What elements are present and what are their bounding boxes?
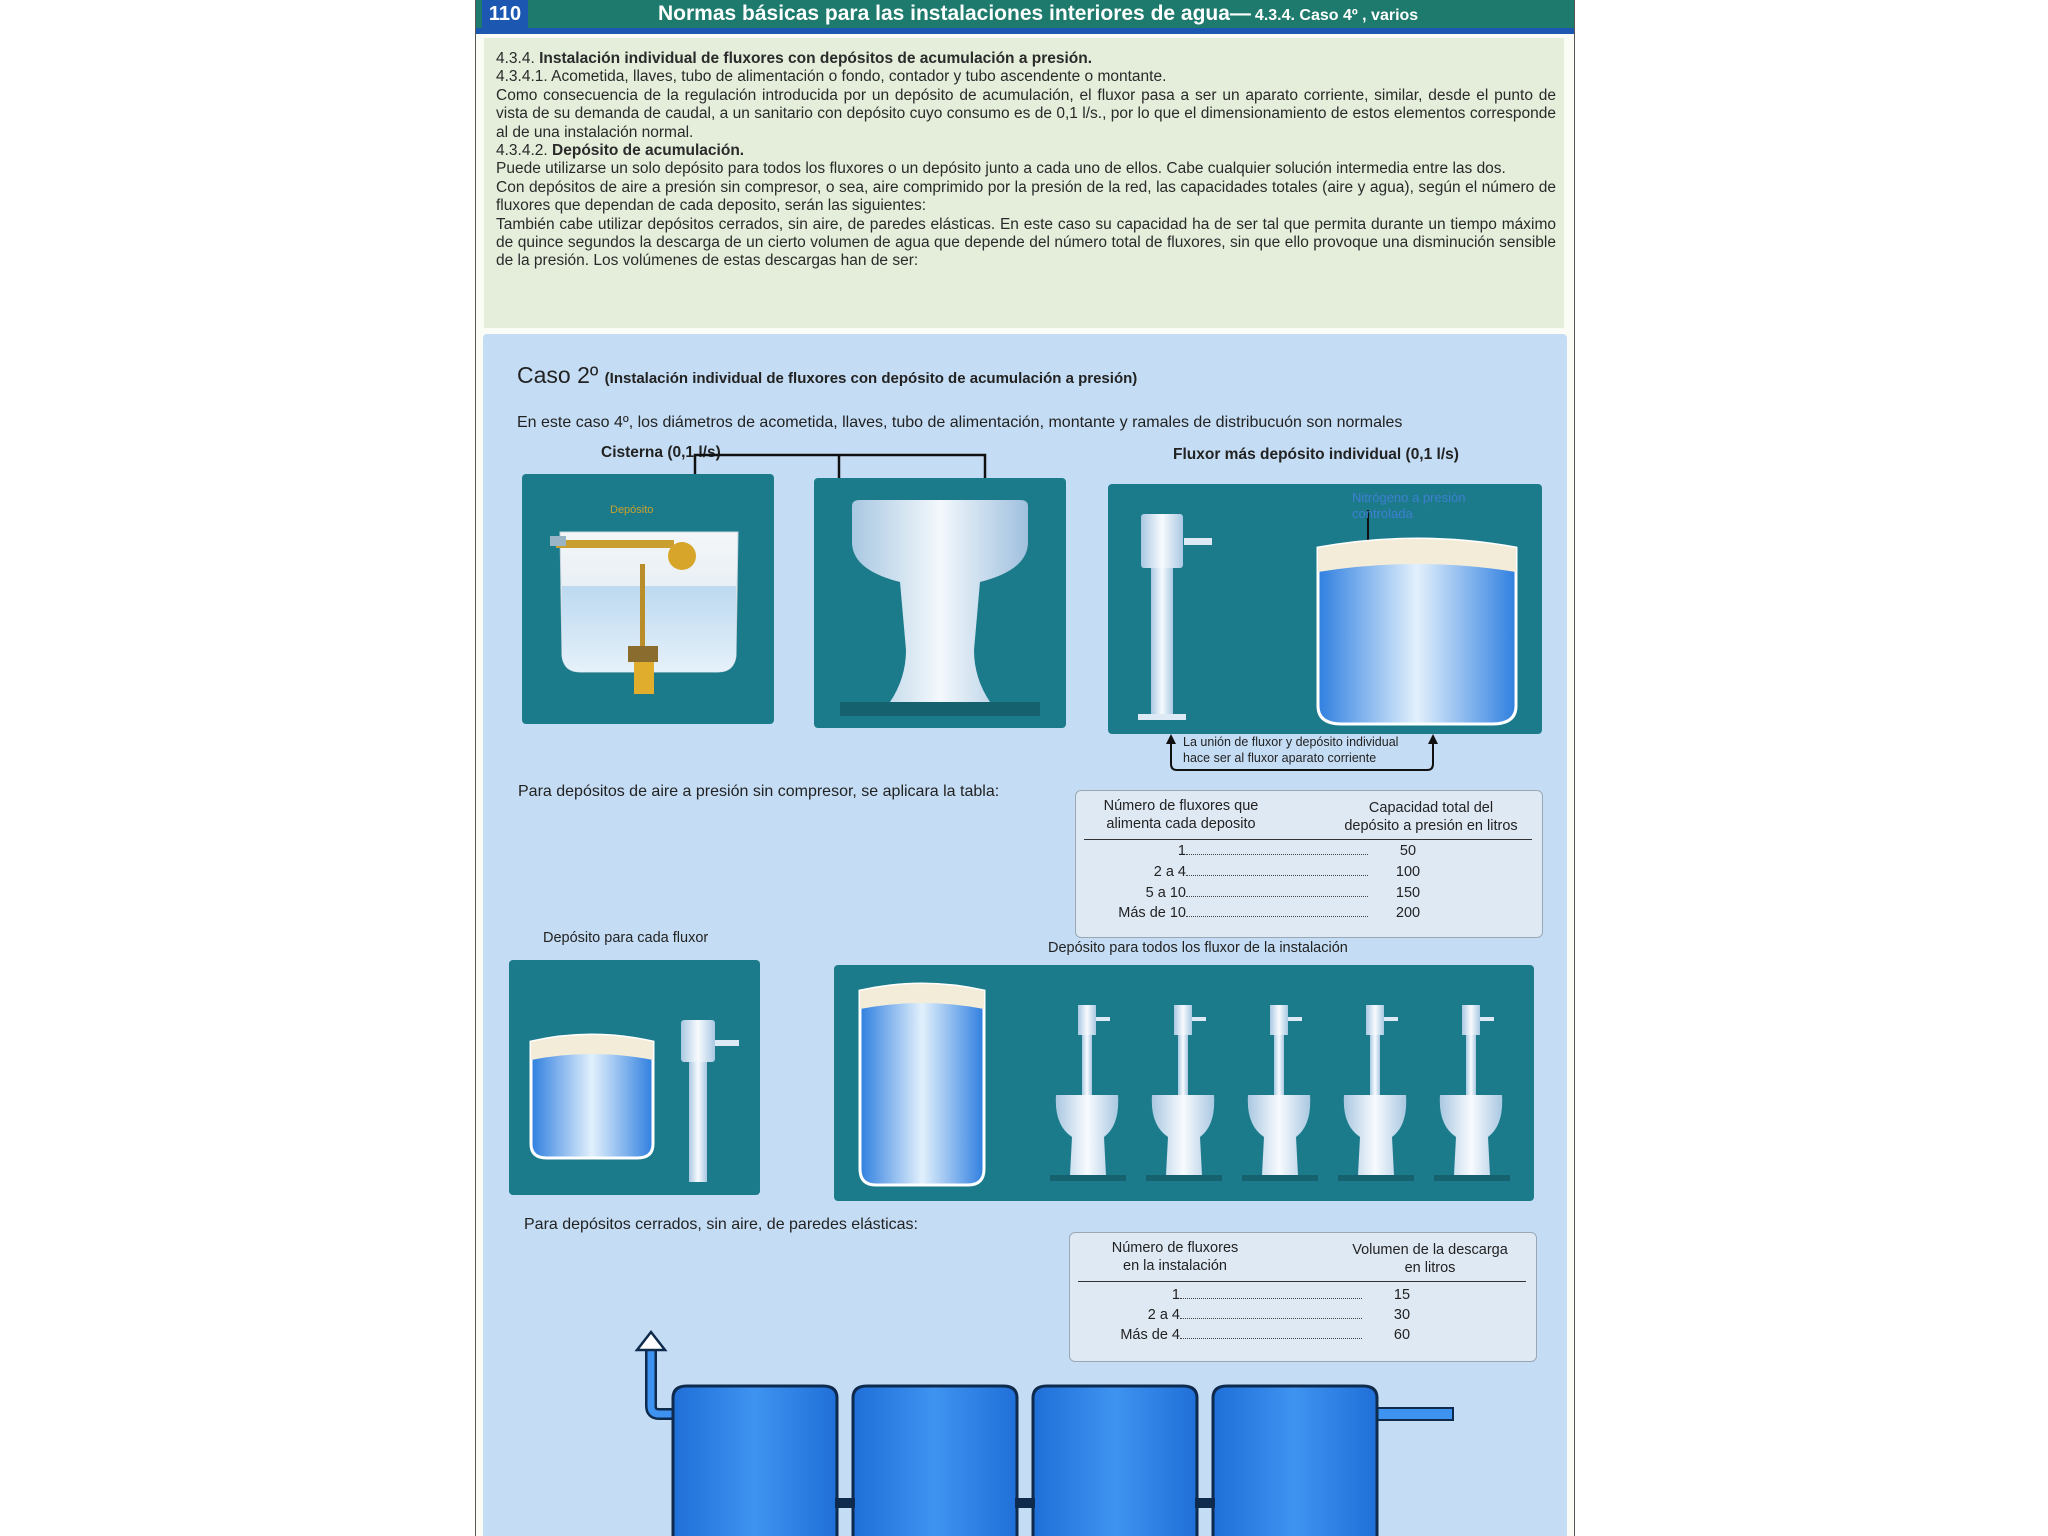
header-line: depósito a presión en litros bbox=[1344, 818, 1518, 834]
cell-fluxores: 1 bbox=[1177, 843, 1186, 859]
header-rule bbox=[476, 28, 1574, 34]
cell-fluxores: Más de 4 bbox=[1120, 1327, 1180, 1343]
paragraph-deposito: Puede utilizarse un solo depósito para todos los fluxores o un depósito junto a cada uno de ellos. Cabe cualquier solución intermedia entre las dos. bbox=[496, 160, 1506, 178]
toilet-fluxor-1 bbox=[1050, 1005, 1126, 1181]
table-row bbox=[1106, 905, 1448, 921]
caso-heading bbox=[517, 362, 1137, 389]
section-number: 4.3.4. bbox=[496, 50, 535, 67]
deposito-cada-fluxor-illustration bbox=[509, 960, 760, 1195]
note-union bbox=[1183, 734, 1398, 766]
header-line: Número de fluxores bbox=[1111, 1240, 1239, 1256]
cisterna-illustration bbox=[522, 474, 774, 724]
toilet-fluxor-4 bbox=[1338, 1005, 1414, 1181]
toilet-fluxor-5 bbox=[1434, 1005, 1510, 1181]
section-4-3-4-1 bbox=[496, 68, 1556, 86]
inodoro-illustration bbox=[814, 478, 1066, 728]
label-fluxor-deposito: Fluxor más depósito individual (0,1 l/s) bbox=[1173, 446, 1459, 463]
tank-fluxor-icon bbox=[509, 960, 760, 1195]
cell-capacidad: 200 bbox=[1395, 905, 1421, 921]
leader-dots bbox=[1180, 1318, 1362, 1319]
paragraph-elasticas: También cabe utilizar depósitos cerrados, sin aire, de paredes elásticas. En este caso su capacidad ha de ser tal que permita durante un tiempo máximo de quince segundos la descarga de un cierto volumen de agua que depende del número total de fluxores, sin que ello provoque una disminución sensible de la presión. Los volúmenes de estas descargas han de ser: bbox=[496, 215, 1556, 270]
toilet-fluxor-3 bbox=[1242, 1005, 1318, 1181]
caso-title: Caso 2º bbox=[517, 362, 599, 388]
table-capacidad bbox=[1075, 790, 1543, 938]
table-rule bbox=[1084, 839, 1532, 840]
page-number: 110 bbox=[482, 0, 528, 28]
table-volumen-header-volumen bbox=[1335, 1241, 1525, 1277]
table-row bbox=[1106, 864, 1448, 880]
elastic-tanks-illustration bbox=[613, 1324, 1563, 1536]
leader-dots bbox=[1186, 875, 1368, 876]
header-line: alimenta cada deposito bbox=[1106, 816, 1256, 832]
caso-panel bbox=[483, 334, 1567, 1536]
cell-fluxores: 2 a 4 bbox=[1153, 864, 1186, 880]
section-number: 4.3.4.1. bbox=[496, 68, 548, 86]
note-union-line-1: La unión de fluxor y depósito individual bbox=[1183, 735, 1399, 749]
table-volumen-header-fluxores bbox=[1080, 1239, 1270, 1275]
cell-fluxores: 2 a 4 bbox=[1147, 1307, 1180, 1323]
section-text: Acometida, llaves, tubo de alimentación o fondo, contador y tubo ascendente o montante. bbox=[551, 68, 1167, 86]
page bbox=[475, 0, 1575, 1536]
section-number: 4.3.4.2. bbox=[496, 142, 548, 160]
table-row bbox=[1106, 843, 1448, 859]
header-line: Capacidad total del bbox=[1368, 800, 1494, 816]
leader-dots bbox=[1186, 916, 1368, 917]
cell-capacidad: 150 bbox=[1395, 885, 1421, 901]
leader-dots bbox=[1180, 1298, 1362, 1299]
label-deposito: Depósito bbox=[610, 504, 654, 516]
paragraph-aire: Con depósitos de aire a presión sin compresor, o sea, aire comprimido por la presión de la red, las capacidades totales (aire y agua), según el número de fluxores que dependan de cada deposito, serán las siguientes: bbox=[496, 178, 1556, 215]
page-title bbox=[658, 2, 1418, 26]
caso-description: En este caso 4º, los diámetros de acometida, llaves, tubo de alimentación, montante y ramales de distribucuón son normales bbox=[517, 414, 1403, 431]
cell-fluxores: Más de 10 bbox=[1118, 905, 1186, 921]
header-line: en la instalación bbox=[1123, 1258, 1227, 1274]
table-capacidad-header-capacidad bbox=[1331, 799, 1531, 835]
cell-capacidad: 50 bbox=[1399, 843, 1417, 859]
toilet-icon bbox=[814, 478, 1066, 728]
header-line: en litros bbox=[1404, 1260, 1456, 1276]
table-row bbox=[1100, 1307, 1442, 1323]
fluxor-deposito-illustration bbox=[1108, 484, 1542, 734]
cell-fluxores: 1 bbox=[1171, 1287, 1180, 1303]
intro-text-block bbox=[484, 38, 1564, 328]
label-nitrogeno: Nitrógeno a presión controlada bbox=[1352, 490, 1466, 521]
label-deposito-todos: Depósito para todos los fluxor de la instalación bbox=[1048, 940, 1348, 956]
leader-dots bbox=[1186, 854, 1368, 855]
toilet-fluxor-2 bbox=[1146, 1005, 1222, 1181]
text-depositos-cerrados: Para depósitos cerrados, sin aire, de paredes elásticas: bbox=[524, 1216, 918, 1233]
table-row bbox=[1106, 885, 1448, 901]
cell-volumen: 60 bbox=[1393, 1327, 1411, 1343]
caso-subtitle: (Instalación individual de fluxores con depósito de acumulación a presión) bbox=[604, 370, 1138, 387]
label-deposito-cada-fluxor: Depósito para cada fluxor bbox=[543, 930, 709, 946]
table-row bbox=[1100, 1287, 1442, 1303]
label-cisterna: Cisterna (0,1 l/s) bbox=[601, 444, 721, 461]
page-subtitle: 4.3.4. Caso 4º , varios bbox=[1254, 7, 1419, 24]
header-line: Volumen de la descarga bbox=[1352, 1242, 1508, 1258]
cell-volumen: 15 bbox=[1393, 1287, 1411, 1303]
leader-dots bbox=[1186, 896, 1368, 897]
section-title: Instalación individual de fluxores con depósitos de acumulación a presión. bbox=[539, 50, 1093, 67]
note-union-line-2: hace ser al fluxor aparato corriente bbox=[1183, 751, 1377, 765]
deposito-todos-illustration bbox=[834, 965, 1534, 1201]
paragraph-regulacion: Como consecuencia de la regulación introducida por un depósito de acumulación, el fluxor pasa a ser un aparato corriente, similar, desde el punto de vista de su demanda de caudal, a un sanitario con depósito cuyo consumo es de 0,1 l/s., por lo que el dimensionamiento de estos elementos corresponde al de una instalación normal. bbox=[496, 86, 1556, 141]
cell-volumen: 30 bbox=[1393, 1307, 1411, 1323]
cell-fluxores: 5 a 10 bbox=[1145, 885, 1186, 901]
section-4-3-4-2-heading bbox=[496, 142, 1556, 160]
table-capacidad-header-fluxores bbox=[1086, 797, 1276, 833]
page-title-text: Normas básicas para las instalaciones interiores de agua— bbox=[658, 2, 1251, 25]
tank-five-fluxors-icon bbox=[834, 965, 1534, 1201]
section-title: Depósito de acumulación. bbox=[552, 142, 745, 160]
page-header bbox=[476, 0, 1574, 34]
section-4-3-4-heading bbox=[496, 50, 1556, 68]
table-rule bbox=[1078, 1281, 1526, 1282]
cell-capacidad: 100 bbox=[1395, 864, 1421, 880]
header-line: Número de fluxores que bbox=[1103, 798, 1259, 814]
text-aire-presion: Para depósitos de aire a presión sin compresor, se aplicara la tabla: bbox=[518, 783, 1000, 800]
